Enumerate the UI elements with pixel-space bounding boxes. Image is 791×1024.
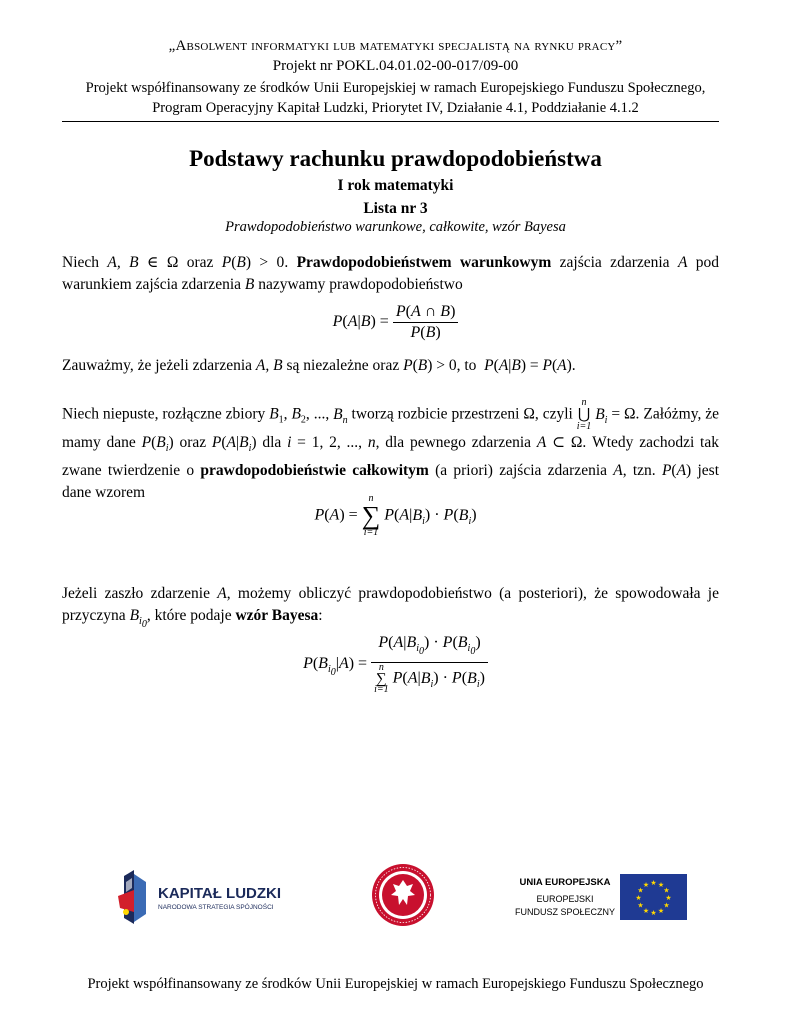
paragraph-bayes: Jeżeli zaszło zdarzenie A, możemy obliczyć prawdopodobieństwo (a posteriori), że spowodowała je przyczyna $B_{i_0}$, które podaje wzór Bayesa: <box>62 585 719 631</box>
kl-title: KAPITAŁ LUDZKI <box>158 885 282 902</box>
eu-flag <box>620 874 687 920</box>
university-eagle-seal-icon <box>370 862 436 928</box>
term-conditional: Prawdopodobieństwem warunkowym <box>296 254 552 271</box>
footer-funding-note: Projekt współfinansowany ze środków Unii Europejskiej w ramach Europejskiego Funduszu Społecznego <box>87 976 704 992</box>
term-total-probability: prawdopodobieństwie całkowitym <box>200 462 429 480</box>
eu-line3: FUNDUSZ SPOŁECZNY <box>515 907 616 917</box>
eu-line2: EUROPEJSKI <box>536 894 594 904</box>
eu-text-logo <box>515 877 615 917</box>
course-year: I rok matematyki <box>337 177 454 194</box>
formula-bayes: $P(B_{i_0}|A)$ = $P(A|B_{i_0}) \cdot P(B_{i_0})$ n ∑ i=1 $P(A|B_i) \cdot P(B_i)$ <box>0 633 791 695</box>
formula-conditional: P(A|B) = $\frac{P(A \cap B)}{P(B)}$ <box>0 302 791 343</box>
kapital-ludzki-logo <box>112 868 287 928</box>
svg-text:★: ★ <box>637 901 644 910</box>
svg-text:★: ★ <box>650 879 657 887</box>
header-divider <box>62 121 719 122</box>
university-seal-logo <box>370 862 436 928</box>
kl-subtitle: NARODOWA STRATEGIA SPÓJNOŚCI <box>158 904 274 911</box>
formula-total-probability: P(A) = n ∑ i=1 $P(A|B_i) \cdot P(B_i)$ <box>314 493 477 538</box>
svg-text:★: ★ <box>657 907 665 915</box>
svg-text:★: ★ <box>642 881 650 889</box>
svg-text:★: ★ <box>650 909 657 917</box>
document-title: Podstawy rachunku prawdopodobieństwa <box>189 146 602 171</box>
svg-text:★: ★ <box>663 886 670 895</box>
program-note: Program Operacyjny Kapitał Ludzki, Priorytet IV, Działanie 4.1, Poddziałanie 4.1.2 <box>152 100 639 116</box>
paragraph-conditional: Niech A, B ∈ Ω oraz P(B) > 0. Prawdopodobieństwem warunkowym zajścia zdarzenia A pod warunkiem zajścia zdarzenia B nazywamy prawdopodobieństwo <box>62 254 720 293</box>
svg-text:★: ★ <box>663 901 670 910</box>
term-bayes: wzór Bayesa <box>235 607 319 624</box>
paragraph-independence: Zauważmy, że jeżeli zdarzenia A, B są niezależne oraz P(B) > 0, to P(A|B) = P(A). <box>62 357 576 374</box>
svg-text:★: ★ <box>657 881 665 889</box>
svg-text:★: ★ <box>635 894 642 902</box>
list-number: Lista nr 3 <box>363 200 428 217</box>
project-title: „Absolwent informatyki lub matematyki specjalistą na rynku pracy” <box>168 38 623 54</box>
paragraph-total-probability: Niech niepuste, rozłączne zbiory $B_1$, $B_2$, ..., $B_n$ tworzą rozbicie przestrzeni Ω, czyli n ⋃ i=1 $B_i = \Omega$. Załóżmy, że mamy dane $P(B_i)$ oraz $P(A|B_i)$ dla i = 1, 2, ..., n, dla pewnego zdarzenia A ⊂ Ω. Wtedy zachodzi tak zwane twierdzenie o prawdopodobieństwie całkowitym (a priori) zajścia zdarzenia A, tzn. P(A) jest dane wzorem <box>62 397 719 502</box>
list-topic: Prawdopodobieństwo warunkowe, całkowite, wzór Bayesa <box>225 219 566 235</box>
project-number: Projekt nr POKL.04.01.02-00-017/09-00 <box>272 58 519 74</box>
svg-text:★: ★ <box>665 894 672 902</box>
funding-note: Projekt współfinansowany ze środków Unii Europejskiej w ramach Europejskiego Funduszu Społecznego, <box>85 80 706 96</box>
eu-title: UNIA EUROPEJSKA <box>519 877 611 888</box>
svg-text:★: ★ <box>642 907 650 915</box>
svg-text:★: ★ <box>637 886 644 895</box>
eu-stars-flag-icon <box>620 874 687 920</box>
